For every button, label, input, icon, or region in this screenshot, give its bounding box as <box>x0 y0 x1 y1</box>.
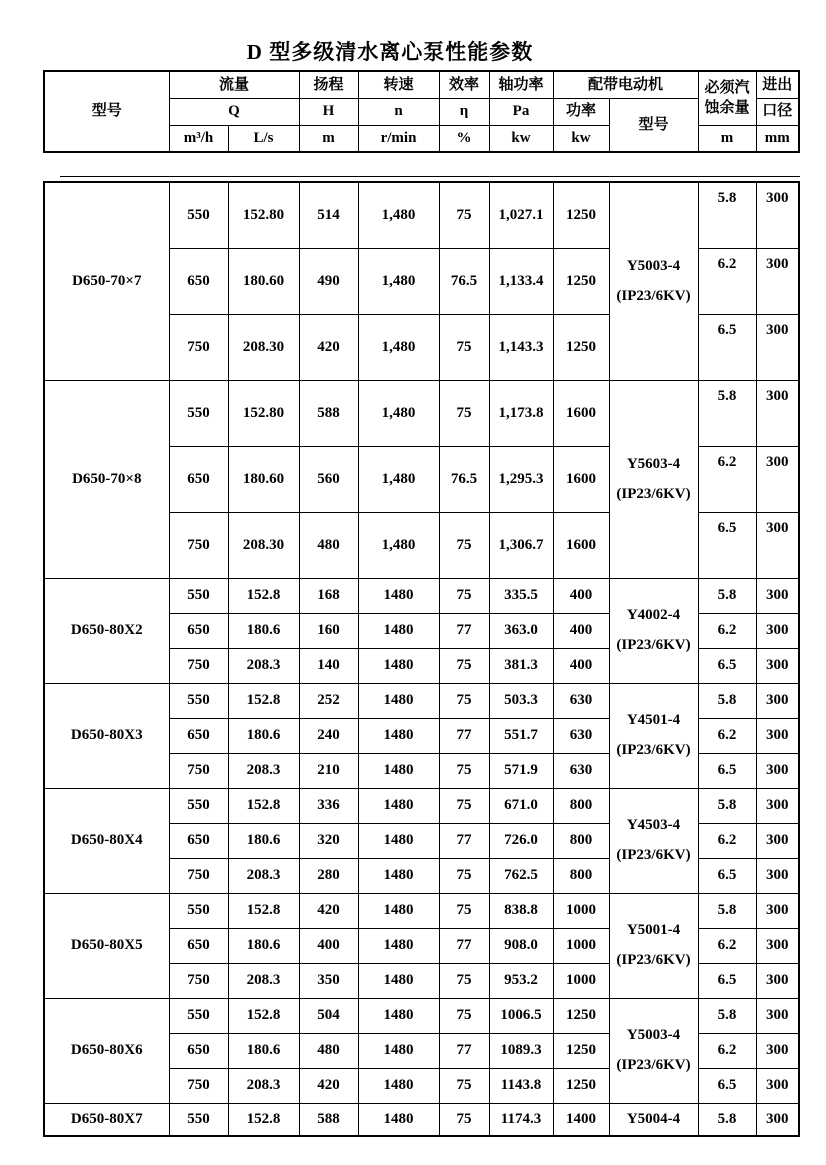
cell-speed: 1480 <box>358 718 439 753</box>
cell-motor-power: 800 <box>553 788 609 823</box>
cell-efficiency: 77 <box>439 928 489 963</box>
motor-spec-line: (IP23/6KV) <box>616 952 691 968</box>
header-motor-power: 功率 <box>553 98 609 125</box>
cell-npsh: 6.2 <box>698 718 756 753</box>
cell-efficiency: 77 <box>439 718 489 753</box>
cell-head: 420 <box>299 1068 358 1103</box>
cell-head: 252 <box>299 683 358 718</box>
header-speed-symbol: n <box>358 98 439 125</box>
cell-flow-m3h: 550 <box>169 380 228 446</box>
table-row <box>44 578 799 613</box>
cell-efficiency: 75 <box>439 380 489 446</box>
cell-efficiency: 76.5 <box>439 248 489 314</box>
cell-head: 420 <box>299 314 358 380</box>
cell-shaft-power: 363.0 <box>489 613 553 648</box>
cell-head: 480 <box>299 1033 358 1068</box>
cell-motor-power: 1250 <box>553 1068 609 1103</box>
cell-diameter: 300 <box>756 998 799 1033</box>
cell-diameter: 300 <box>756 1068 799 1103</box>
cell-npsh: 6.2 <box>698 928 756 963</box>
cell-flow-m3h: 750 <box>169 1068 228 1103</box>
cell-motor-power: 630 <box>553 683 609 718</box>
cell-motor-power: 800 <box>553 823 609 858</box>
cell-head: 320 <box>299 823 358 858</box>
cell-flow-ls: 180.6 <box>228 718 299 753</box>
cell-shaft-power: 726.0 <box>489 823 553 858</box>
cell-motor-model <box>609 182 698 380</box>
cell-flow-ls: 152.8 <box>228 1103 299 1136</box>
cell-motor-power: 1600 <box>553 512 609 578</box>
cell-npsh: 5.8 <box>698 1103 756 1136</box>
header-flow-symbol: Q <box>169 98 299 125</box>
unit-efficiency: % <box>439 125 489 152</box>
cell-flow-ls: 152.80 <box>228 182 299 248</box>
cell-flow-ls: 152.8 <box>228 998 299 1033</box>
cell-speed: 1,480 <box>358 380 439 446</box>
cell-motor-power: 1250 <box>553 248 609 314</box>
cell-shaft-power: 1143.8 <box>489 1068 553 1103</box>
cell-flow-m3h: 750 <box>169 314 228 380</box>
cell-motor-power: 1000 <box>553 928 609 963</box>
cell-npsh: 6.5 <box>698 963 756 998</box>
header-efficiency-symbol: η <box>439 98 489 125</box>
cell-head: 588 <box>299 1103 358 1136</box>
motor-spec-line: (IP23/6KV) <box>616 485 691 502</box>
cell-speed: 1480 <box>358 648 439 683</box>
cell-speed: 1480 <box>358 1068 439 1103</box>
cell-diameter: 300 <box>756 753 799 788</box>
cell-flow-m3h: 750 <box>169 963 228 998</box>
cell-motor-power: 1250 <box>553 182 609 248</box>
header-flow: 流量 <box>169 71 299 98</box>
cell-head: 140 <box>299 648 358 683</box>
cell-speed: 1480 <box>358 1103 439 1136</box>
table-row <box>44 893 799 928</box>
cell-shaft-power: 1,027.1 <box>489 182 553 248</box>
cell-head: 490 <box>299 248 358 314</box>
cell-head: 588 <box>299 380 358 446</box>
cell-head: 400 <box>299 928 358 963</box>
cell-motor-power: 630 <box>553 718 609 753</box>
cell-flow-m3h: 650 <box>169 718 228 753</box>
table-top-rule <box>60 176 800 177</box>
cell-head: 350 <box>299 963 358 998</box>
cell-flow-m3h: 750 <box>169 753 228 788</box>
cell-npsh: 5.8 <box>698 893 756 928</box>
cell-shaft-power: 1,133.4 <box>489 248 553 314</box>
cell-speed: 1,480 <box>358 182 439 248</box>
cell-head: 560 <box>299 446 358 512</box>
cell-pump-model: D650-80X7 <box>44 1103 169 1136</box>
cell-diameter: 300 <box>756 446 799 512</box>
unit-flow-m3h: m³/h <box>169 125 228 152</box>
cell-speed: 1480 <box>358 858 439 893</box>
cell-flow-m3h: 650 <box>169 1033 228 1068</box>
cell-flow-ls: 180.6 <box>228 928 299 963</box>
cell-diameter: 300 <box>756 823 799 858</box>
cell-flow-ls: 208.3 <box>228 1068 299 1103</box>
performance-table <box>43 181 800 1137</box>
cell-motor-power: 1250 <box>553 998 609 1033</box>
cell-diameter: 300 <box>756 182 799 248</box>
page-title: D 型多级清水离心泵性能参数 <box>246 40 534 64</box>
cell-speed: 1480 <box>358 893 439 928</box>
cell-flow-ls: 180.60 <box>228 248 299 314</box>
cell-npsh: 6.2 <box>698 613 756 648</box>
cell-shaft-power: 1,143.3 <box>489 314 553 380</box>
cell-npsh: 6.5 <box>698 512 756 578</box>
table-row <box>44 1103 799 1136</box>
cell-flow-m3h: 550 <box>169 182 228 248</box>
unit-flow-ls: L/s <box>228 125 299 152</box>
cell-diameter: 300 <box>756 963 799 998</box>
cell-motor-power: 1600 <box>553 380 609 446</box>
cell-npsh: 5.8 <box>698 788 756 823</box>
cell-shaft-power: 1,295.3 <box>489 446 553 512</box>
cell-diameter: 300 <box>756 248 799 314</box>
cell-npsh: 6.5 <box>698 314 756 380</box>
cell-flow-m3h: 550 <box>169 578 228 613</box>
table-row <box>44 380 799 446</box>
header-pump-model: 型号 <box>44 71 169 152</box>
cell-speed: 1,480 <box>358 446 439 512</box>
cell-efficiency: 75 <box>439 578 489 613</box>
cell-head: 420 <box>299 893 358 928</box>
cell-motor-power: 1250 <box>553 314 609 380</box>
cell-flow-m3h: 650 <box>169 823 228 858</box>
motor-spec-line: (IP23/6KV) <box>616 847 691 863</box>
cell-diameter: 300 <box>756 648 799 683</box>
unit-head: m <box>299 125 358 152</box>
header-shaft-power: 轴功率 <box>489 71 553 98</box>
motor-model-line: Y4501-4 <box>626 712 681 728</box>
cell-flow-ls: 152.8 <box>228 683 299 718</box>
cell-npsh: 6.2 <box>698 1033 756 1068</box>
cell-efficiency: 76.5 <box>439 446 489 512</box>
header-speed: 转速 <box>358 71 439 98</box>
motor-model-line: Y4503-4 <box>626 817 681 833</box>
cell-npsh: 5.8 <box>698 182 756 248</box>
cell-motor-model <box>609 788 698 893</box>
cell-pump-model: D650-80X6 <box>44 998 169 1103</box>
motor-spec-line: (IP23/6KV) <box>616 1057 691 1073</box>
cell-flow-ls: 208.3 <box>228 963 299 998</box>
cell-motor-power: 400 <box>553 613 609 648</box>
cell-flow-m3h: 650 <box>169 928 228 963</box>
cell-npsh: 6.2 <box>698 248 756 314</box>
cell-speed: 1480 <box>358 788 439 823</box>
motor-model-line: Y5603-4 <box>626 455 681 472</box>
cell-efficiency: 75 <box>439 963 489 998</box>
cell-motor-power: 1000 <box>553 893 609 928</box>
cell-efficiency: 75 <box>439 893 489 928</box>
cell-shaft-power: 571.9 <box>489 753 553 788</box>
cell-speed: 1480 <box>358 578 439 613</box>
cell-motor-model <box>609 683 698 788</box>
motor-spec-line: (IP23/6KV) <box>616 637 691 653</box>
cell-motor-power: 800 <box>553 858 609 893</box>
cell-head: 160 <box>299 613 358 648</box>
cell-efficiency: 75 <box>439 788 489 823</box>
cell-speed: 1,480 <box>358 512 439 578</box>
cell-diameter: 300 <box>756 928 799 963</box>
cell-motor-power: 400 <box>553 648 609 683</box>
cell-diameter: 300 <box>756 683 799 718</box>
header-motor-model: 型号 <box>609 98 698 152</box>
cell-efficiency: 75 <box>439 683 489 718</box>
table-row <box>44 788 799 823</box>
table-row <box>44 998 799 1033</box>
unit-npsh: m <box>698 125 756 152</box>
cell-diameter: 300 <box>756 858 799 893</box>
cell-efficiency: 75 <box>439 753 489 788</box>
cell-diameter: 300 <box>756 613 799 648</box>
cell-flow-ls: 180.6 <box>228 823 299 858</box>
cell-efficiency: 77 <box>439 1033 489 1068</box>
cell-efficiency: 77 <box>439 823 489 858</box>
cell-flow-m3h: 550 <box>169 893 228 928</box>
cell-shaft-power: 908.0 <box>489 928 553 963</box>
cell-speed: 1480 <box>358 613 439 648</box>
cell-motor-power: 400 <box>553 578 609 613</box>
cell-speed: 1480 <box>358 1033 439 1068</box>
cell-npsh: 6.5 <box>698 1068 756 1103</box>
motor-model-line: Y5003-4 <box>626 1027 681 1043</box>
header-port-inout: 进出 <box>756 71 799 98</box>
cell-npsh: 6.5 <box>698 858 756 893</box>
cell-pump-model: D650-80X2 <box>44 578 169 683</box>
cell-speed: 1480 <box>358 928 439 963</box>
cell-speed: 1,480 <box>358 314 439 380</box>
cell-flow-ls: 152.8 <box>228 578 299 613</box>
cell-shaft-power: 1174.3 <box>489 1103 553 1136</box>
header-motor: 配带电动机 <box>553 71 698 98</box>
cell-shaft-power: 953.2 <box>489 963 553 998</box>
cell-flow-ls: 152.8 <box>228 893 299 928</box>
cell-efficiency: 75 <box>439 182 489 248</box>
cell-flow-ls: 208.3 <box>228 753 299 788</box>
cell-flow-ls: 208.3 <box>228 858 299 893</box>
cell-diameter: 300 <box>756 314 799 380</box>
cell-speed: 1,480 <box>358 248 439 314</box>
unit-shaft-power: kw <box>489 125 553 152</box>
cell-flow-m3h: 550 <box>169 998 228 1033</box>
cell-flow-ls: 180.6 <box>228 613 299 648</box>
cell-flow-m3h: 550 <box>169 1103 228 1136</box>
cell-npsh: 6.5 <box>698 648 756 683</box>
cell-shaft-power: 1,173.8 <box>489 380 553 446</box>
cell-npsh: 5.8 <box>698 683 756 718</box>
cell-speed: 1480 <box>358 753 439 788</box>
cell-motor-model <box>609 998 698 1103</box>
header-port-diameter: 口径 <box>756 98 799 125</box>
cell-flow-m3h: 650 <box>169 613 228 648</box>
cell-diameter: 300 <box>756 788 799 823</box>
cell-efficiency: 77 <box>439 613 489 648</box>
cell-flow-m3h: 750 <box>169 512 228 578</box>
cell-flow-m3h: 750 <box>169 858 228 893</box>
header-table <box>43 70 800 153</box>
cell-diameter: 300 <box>756 380 799 446</box>
cell-flow-ls: 180.60 <box>228 446 299 512</box>
cell-shaft-power: 335.5 <box>489 578 553 613</box>
cell-efficiency: 75 <box>439 858 489 893</box>
cell-motor-power: 630 <box>553 753 609 788</box>
cell-motor-power: 1000 <box>553 963 609 998</box>
header-efficiency: 效率 <box>439 71 489 98</box>
cell-diameter: 300 <box>756 1033 799 1068</box>
motor-model-line: Y5003-4 <box>626 257 681 274</box>
cell-shaft-power: 1089.3 <box>489 1033 553 1068</box>
cell-head: 514 <box>299 182 358 248</box>
cell-flow-ls: 180.6 <box>228 1033 299 1068</box>
cell-efficiency: 75 <box>439 998 489 1033</box>
motor-model-line: Y4002-4 <box>626 607 681 623</box>
cell-efficiency: 75 <box>439 648 489 683</box>
cell-flow-ls: 152.80 <box>228 380 299 446</box>
cell-shaft-power: 551.7 <box>489 718 553 753</box>
cell-flow-m3h: 550 <box>169 683 228 718</box>
cell-shaft-power: 381.3 <box>489 648 553 683</box>
cell-speed: 1480 <box>358 998 439 1033</box>
cell-speed: 1480 <box>358 963 439 998</box>
cell-flow-ls: 208.30 <box>228 314 299 380</box>
cell-motor-model <box>609 380 698 578</box>
table-row <box>44 683 799 718</box>
header-head: 扬程 <box>299 71 358 98</box>
cell-flow-m3h: 650 <box>169 248 228 314</box>
cell-pump-model: D650-80X4 <box>44 788 169 893</box>
cell-motor-power: 1600 <box>553 446 609 512</box>
cell-diameter: 300 <box>756 893 799 928</box>
header-row-1 <box>44 71 799 98</box>
cell-npsh: 5.8 <box>698 380 756 446</box>
cell-diameter: 300 <box>756 718 799 753</box>
cell-flow-m3h: 650 <box>169 446 228 512</box>
cell-head: 240 <box>299 718 358 753</box>
cell-pump-model: D650-80X3 <box>44 683 169 788</box>
cell-head: 480 <box>299 512 358 578</box>
header-head-symbol: H <box>299 98 358 125</box>
cell-head: 336 <box>299 788 358 823</box>
cell-shaft-power: 503.3 <box>489 683 553 718</box>
cell-head: 280 <box>299 858 358 893</box>
cell-npsh: 5.8 <box>698 578 756 613</box>
cell-efficiency: 75 <box>439 1103 489 1136</box>
cell-motor-model <box>609 578 698 683</box>
cell-diameter: 300 <box>756 1103 799 1136</box>
cell-flow-ls: 208.3 <box>228 648 299 683</box>
cell-shaft-power: 838.8 <box>489 893 553 928</box>
cell-pump-model: D650-70×7 <box>44 182 169 380</box>
cell-speed: 1480 <box>358 823 439 858</box>
cell-motor-model <box>609 893 698 998</box>
motor-model-line: Y5001-4 <box>626 922 681 938</box>
cell-motor-power: 1400 <box>553 1103 609 1136</box>
cell-shaft-power: 1006.5 <box>489 998 553 1033</box>
cell-shaft-power: 1,306.7 <box>489 512 553 578</box>
cell-npsh: 6.5 <box>698 753 756 788</box>
header-npsh: 必须汽蚀余量 <box>698 71 756 125</box>
cell-motor-power: 1250 <box>553 1033 609 1068</box>
cell-pump-model: D650-70×8 <box>44 380 169 578</box>
cell-head: 168 <box>299 578 358 613</box>
table-row <box>44 182 799 248</box>
unit-diameter: mm <box>756 125 799 152</box>
cell-pump-model: D650-80X5 <box>44 893 169 998</box>
cell-npsh: 6.2 <box>698 446 756 512</box>
unit-speed: r/min <box>358 125 439 152</box>
cell-efficiency: 75 <box>439 1068 489 1103</box>
cell-motor-model <box>609 1103 698 1136</box>
cell-flow-ls: 208.30 <box>228 512 299 578</box>
cell-shaft-power: 762.5 <box>489 858 553 893</box>
cell-head: 504 <box>299 998 358 1033</box>
cell-speed: 1480 <box>358 683 439 718</box>
cell-npsh: 6.2 <box>698 823 756 858</box>
cell-efficiency: 75 <box>439 512 489 578</box>
cell-efficiency: 75 <box>439 314 489 380</box>
motor-spec-line: (IP23/6KV) <box>616 742 691 758</box>
cell-shaft-power: 671.0 <box>489 788 553 823</box>
cell-flow-ls: 152.8 <box>228 788 299 823</box>
unit-motor-power: kw <box>553 125 609 152</box>
cell-npsh: 5.8 <box>698 998 756 1033</box>
motor-model-line: Y5004-4 <box>626 1110 681 1127</box>
header-shaft-power-symbol: Pa <box>489 98 553 125</box>
cell-head: 210 <box>299 753 358 788</box>
cell-flow-m3h: 550 <box>169 788 228 823</box>
motor-spec-line: (IP23/6KV) <box>616 287 691 304</box>
cell-diameter: 300 <box>756 512 799 578</box>
cell-diameter: 300 <box>756 578 799 613</box>
cell-flow-m3h: 750 <box>169 648 228 683</box>
